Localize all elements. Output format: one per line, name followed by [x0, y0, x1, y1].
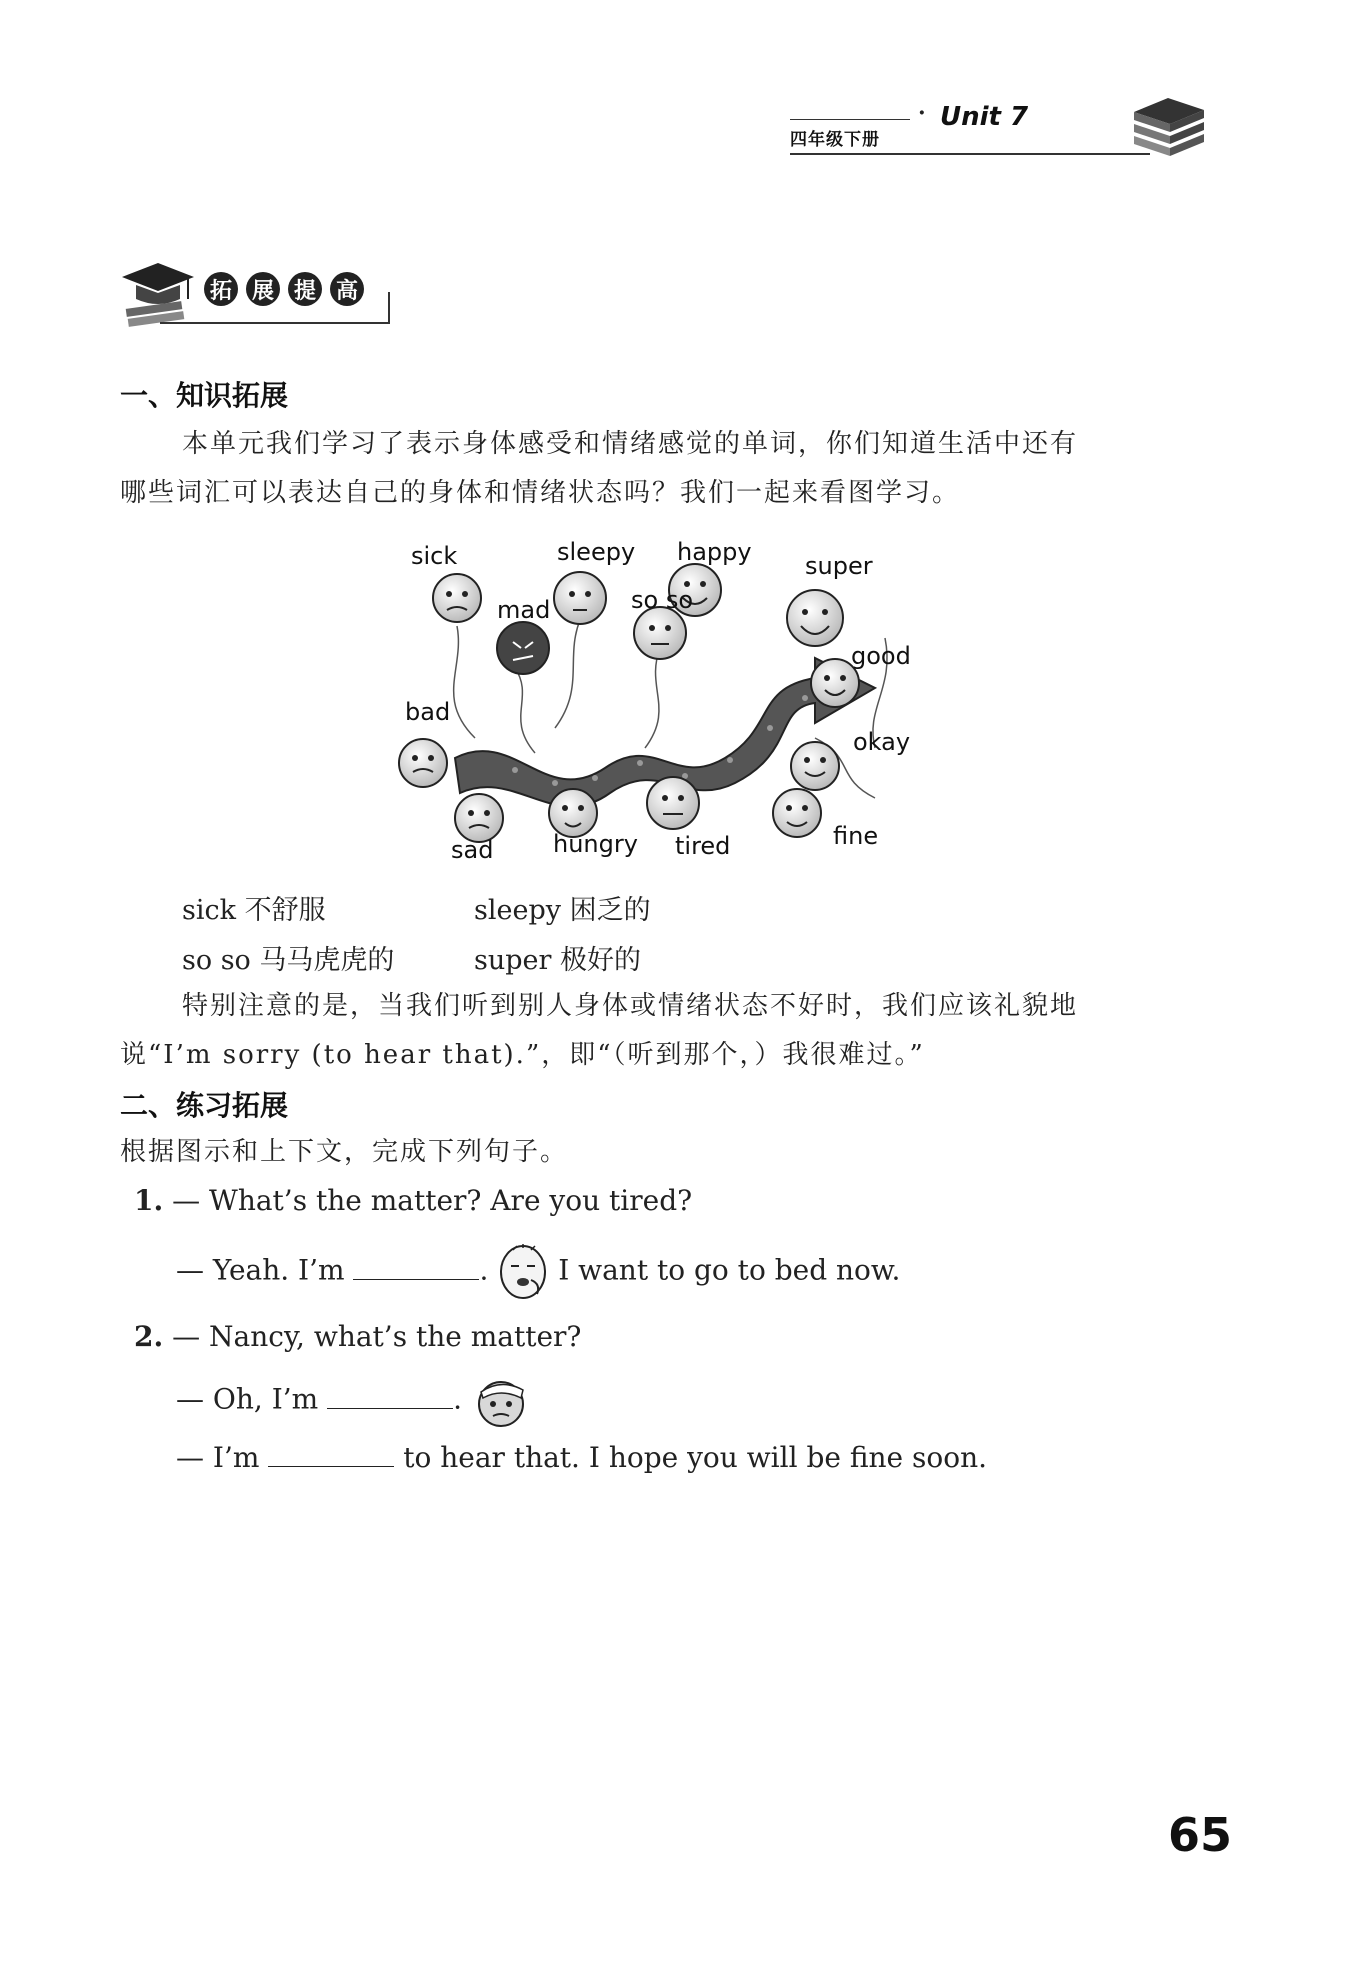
question-1-period: .: [479, 1253, 489, 1287]
section1-heading: 一、知识拓展: [120, 379, 289, 412]
vocab-item: [474, 938, 641, 977]
section2-instruction: 根据图示和上下文，完成下列句子。: [120, 1137, 569, 1167]
header-rule: [790, 153, 1150, 155]
note-line2: 说“I’m sorry (to hear that).”，即“（听到那个，）我很难过。”: [120, 1040, 925, 1070]
word-sad: sad: [451, 836, 494, 863]
question-2-reply-continuation: to hear that. I hope you will be fine soon.: [403, 1441, 988, 1474]
header-rule-top: [790, 119, 910, 120]
section1-intro-line1: 本单元我们学习了表示身体感受和情绪感觉的单词，你们知道生活中还有: [182, 429, 1079, 459]
vocab-word: so so: [182, 945, 251, 976]
question-2-line2: [176, 1374, 533, 1428]
question-2-reply-lead: — I’m: [176, 1441, 260, 1474]
banner-char-1: 拓: [204, 272, 238, 306]
grade-label: 四年级下册: [790, 130, 880, 150]
answer-blank-1[interactable]: [353, 1253, 479, 1280]
vocab-meaning: 困乏的: [569, 895, 651, 926]
vocab-word: sleepy: [474, 895, 561, 926]
word-okay: okay: [853, 728, 911, 756]
question-2-lead: — Oh, I’m: [176, 1382, 319, 1416]
word-good: good: [851, 642, 911, 670]
emotion-faces-illustration: [395, 538, 935, 863]
question-2-period: .: [453, 1382, 463, 1416]
vocab-meaning: 极好的: [560, 945, 642, 976]
question-1-line2: [176, 1244, 900, 1300]
vocab-meaning: 不舒服: [244, 895, 326, 926]
question-1-line1: [134, 1184, 692, 1217]
books-icon: [1128, 92, 1208, 158]
vocab-word: super: [474, 945, 552, 976]
word-tired: tired: [675, 832, 731, 860]
vocab-meaning: 马马虎虎的: [259, 945, 395, 976]
word-sleepy: sleepy: [557, 538, 636, 566]
question-1-prompt: — What’s the matter? Are you tired?: [172, 1184, 693, 1217]
word-sick: sick: [411, 542, 458, 570]
unit-label: Unit 7: [940, 102, 1029, 132]
banner-char-2: 展: [246, 272, 280, 306]
vocab-item: [182, 938, 394, 977]
note-line1: 特别注意的是，当我们听到别人身体或情绪状态不好时，我们应该礼貌地: [182, 991, 1079, 1021]
question-2-prompt: — Nancy, what’s the matter?: [172, 1320, 582, 1353]
section1-intro-line2: 哪些词汇可以表达自己的身体和情绪状态吗？我们一起来看图学习。: [120, 478, 961, 508]
banner-char-4: 高: [330, 272, 364, 306]
word-bad: bad: [405, 698, 451, 726]
answer-blank-2[interactable]: [327, 1382, 453, 1409]
vocab-item: [182, 888, 326, 927]
banner-char-3: 提: [288, 272, 322, 306]
answer-blank-3[interactable]: [268, 1440, 394, 1467]
banner-rule-vertical: [388, 292, 390, 324]
word-happy: happy: [677, 538, 752, 566]
vocab-item: [474, 888, 651, 927]
header-dot: ·: [918, 100, 926, 126]
vocab-word: sick: [182, 895, 236, 926]
question-2-line3: [176, 1440, 987, 1474]
word-so-so: so so: [631, 586, 694, 614]
sleepy-face-icon: [497, 1244, 549, 1300]
question-1-continuation: I want to go to bed now.: [558, 1253, 901, 1287]
sick-face-icon: [471, 1374, 533, 1428]
question-2-line1: [134, 1320, 581, 1353]
section2-heading: 二、练习拓展: [120, 1089, 289, 1122]
word-mad: mad: [497, 596, 551, 624]
word-hungry: hungry: [553, 830, 638, 858]
question-1-number: 1.: [134, 1184, 164, 1217]
banner-underline: [160, 322, 390, 324]
word-fine: fine: [833, 822, 879, 850]
word-super: super: [805, 552, 873, 580]
question-2-number: 2.: [134, 1320, 164, 1353]
question-1-lead: — Yeah. I’m: [176, 1253, 345, 1287]
page-number: 65: [1168, 1808, 1233, 1862]
